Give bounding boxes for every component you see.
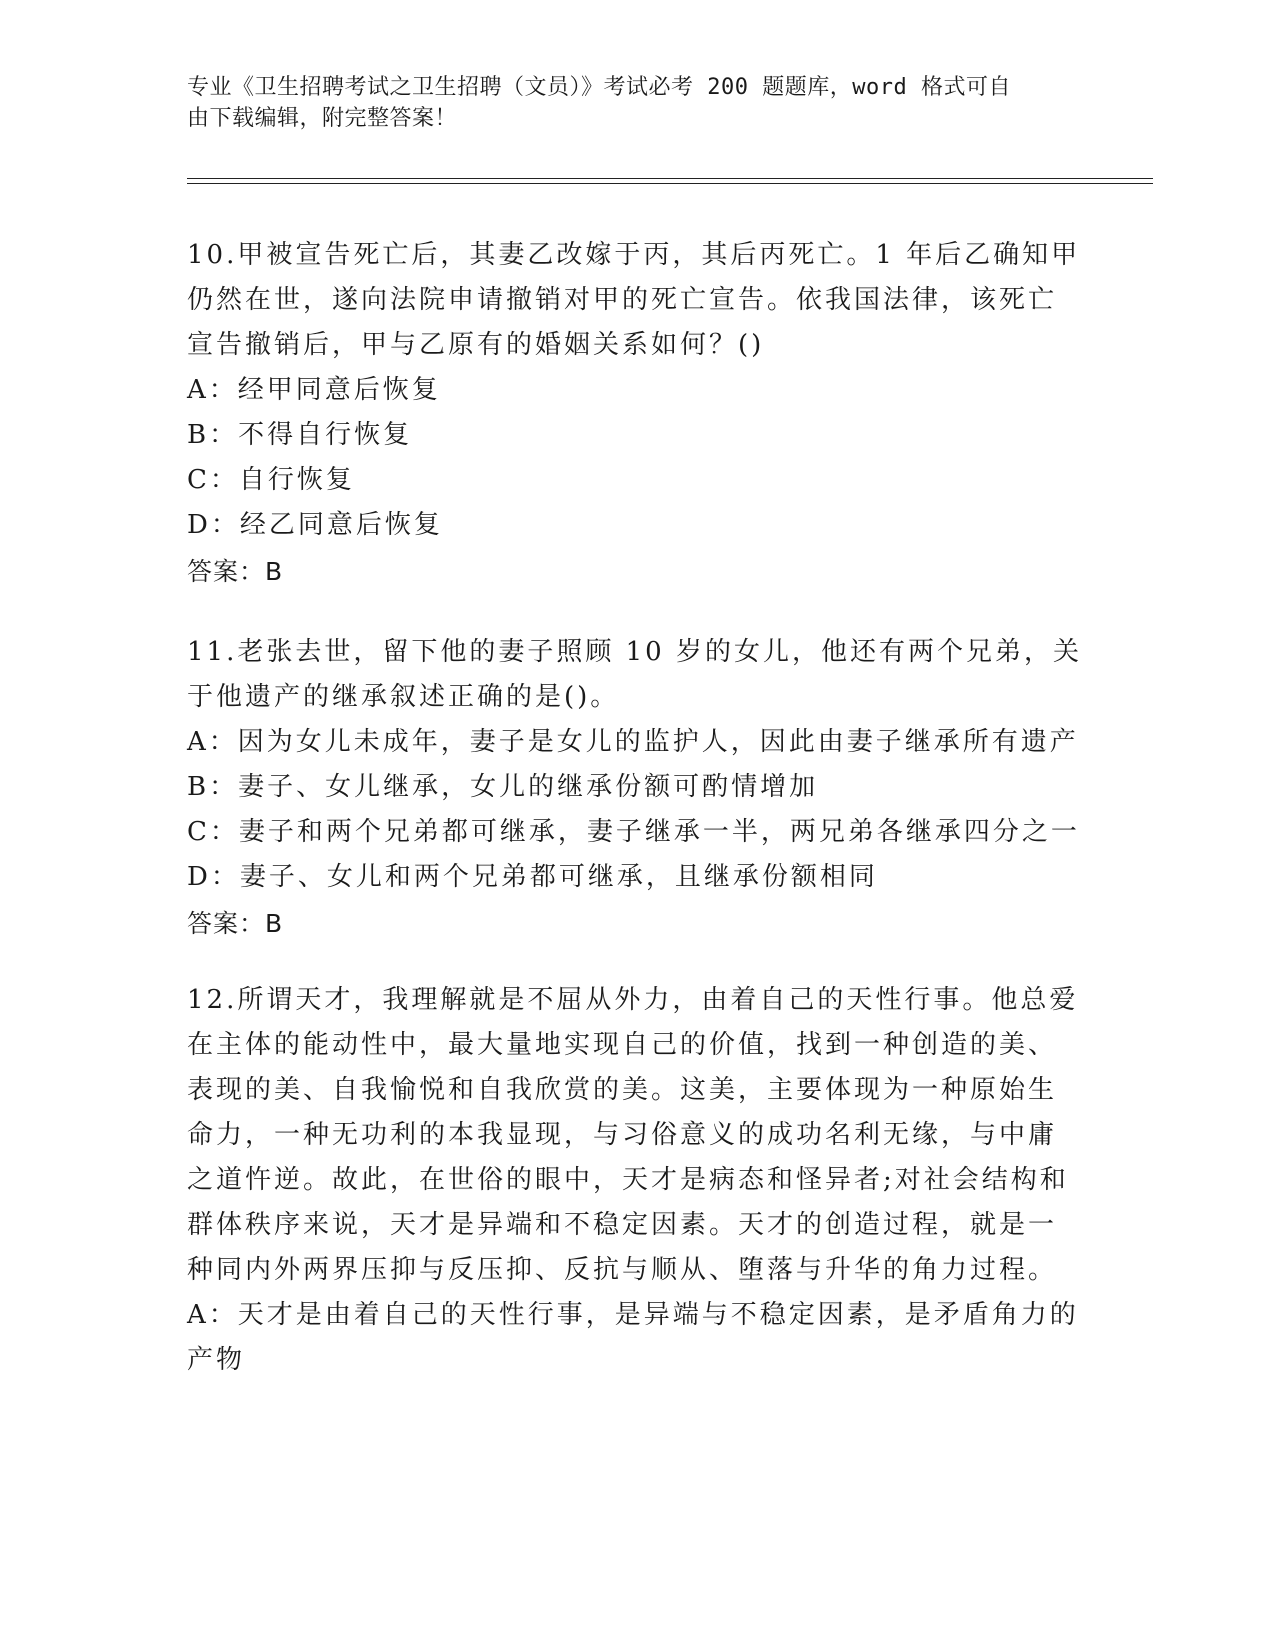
question-stem-line: 仍然在世，遂向法院申请撤销对甲的死亡宣告。依我国法律，该死亡 <box>187 285 1058 315</box>
option-b: B：不得自行恢复 <box>187 420 413 450</box>
answer-line: 答案：B <box>187 909 284 938</box>
question-stem-line: 种同内外两界压抑与反压抑、反抗与顺从、堕落与升华的角力过程。 <box>187 1255 1058 1285</box>
question-stem-line: 命力，一种无功利的本我显现，与习俗意义的成功名利无缘，与中庸 <box>187 1120 1058 1150</box>
question-stem-line: 在主体的能动性中，最大量地实现自己的价值，找到一种创造的美、 <box>187 1030 1058 1060</box>
option-a-continuation: 产物 <box>187 1345 246 1375</box>
header-rule <box>187 183 1153 184</box>
option-a: A：因为女儿未成年，妻子是女儿的监护人，因此由妻子继承所有遗产 <box>187 727 1079 757</box>
option-b: B：妻子、女儿继承，女儿的继承份额可酌情增加 <box>187 772 819 802</box>
question-10 <box>187 233 1087 596</box>
question-stem-line: 12.所谓天才，我理解就是不屈从外力，由着自己的天性行事。他总爱 <box>187 985 1079 1015</box>
header-rule <box>187 178 1153 179</box>
option-c: C：自行恢复 <box>187 465 355 495</box>
header-line: 由下载编辑，附完整答案！ <box>187 106 458 131</box>
question-stem-line: 10.甲被宣告死亡后，其妻乙改嫁于丙，其后丙死亡。1 年后乙确知甲 <box>187 240 1081 270</box>
question-12 <box>187 978 1087 1383</box>
question-11 <box>187 630 1087 948</box>
question-stem-line: 之道忤逆。故此，在世俗的眼中，天才是病态和怪异者;对社会结构和 <box>187 1165 1069 1195</box>
question-stem-line: 群体秩序来说，天才是异端和不稳定因素。天才的创造过程，就是一 <box>187 1210 1058 1240</box>
header-line: 专业《卫生招聘考试之卫生招聘（文员）》考试必考 200 题题库，word 格式可自 <box>187 75 1011 100</box>
option-a: A：经甲同意后恢复 <box>187 375 441 405</box>
question-stem-line: 于他遗产的继承叙述正确的是()。 <box>187 682 620 712</box>
question-stem-line: 宣告撤销后，甲与乙原有的婚姻关系如何？() <box>187 330 765 360</box>
option-d: D：经乙同意后恢复 <box>187 510 443 540</box>
option-a: A：天才是由着自己的天性行事，是异端与不稳定因素，是矛盾角力的 <box>187 1300 1079 1330</box>
answer-line: 答案：B <box>187 557 284 586</box>
option-c: C：妻子和两个兄弟都可继承，妻子继承一半，两兄弟各继承四分之一 <box>187 817 1080 847</box>
question-stem-line: 表现的美、自我愉悦和自我欣赏的美。这美，主要体现为一种原始生 <box>187 1075 1058 1105</box>
question-stem-line: 11.老张去世，留下他的妻子照顾 10 岁的女儿，他还有两个兄弟，关 <box>187 637 1082 667</box>
option-d: D：妻子、女儿和两个兄弟都可继承，且继承份额相同 <box>187 862 878 892</box>
document-header <box>187 72 1067 134</box>
